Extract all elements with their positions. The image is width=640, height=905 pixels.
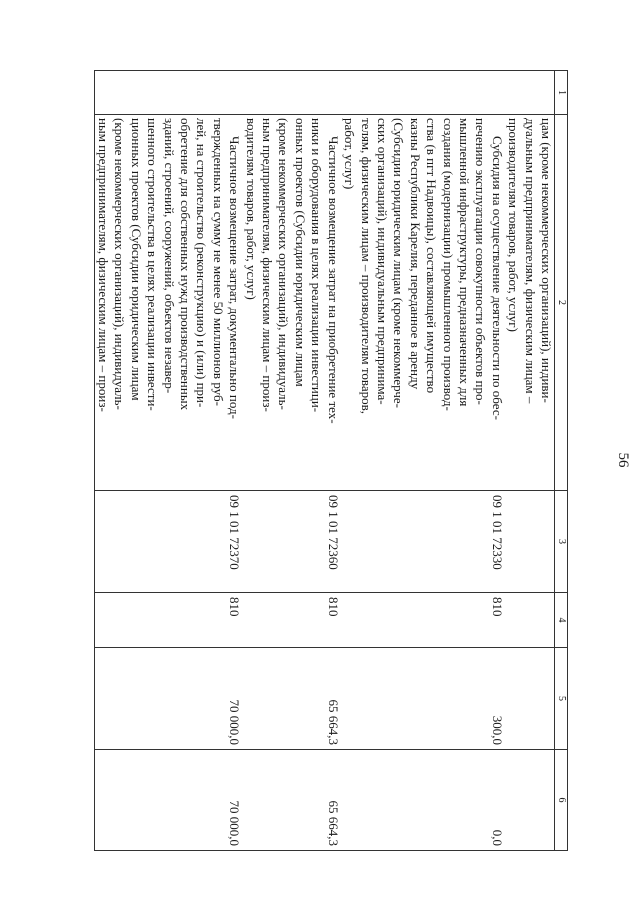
column-header: 1 [555,71,568,115]
row-code-value: 09 1 01 72360 [325,495,341,570]
row-description [242,118,340,487]
description-line: водителям товаров, работ, услуг) [243,118,259,300]
description-line: печению эксплуатации совокупности объектов про- [473,118,489,405]
description-line: создания (модернизации) промышленного производ- [440,118,456,411]
description-line: мышленной инфраструктуры, предназначенных для [456,118,472,407]
row-description [95,118,243,487]
description-line: онных проектов (Субсидии юридическим лицам [292,118,308,387]
description-line: казны Республики Карелия, переданное в аренду [407,118,423,390]
amount5-cell [94,648,554,750]
amount6-column [119,750,554,850]
page-number: 56 [615,452,631,468]
description-line: дуальным предпринимателям, физическим лицам – [522,118,538,404]
row-amount-5-value: 300,0 [489,715,505,745]
amount5-column [119,648,554,749]
row-amount-6-value: 70 000,0 [227,800,243,846]
description-line: лей, на строительство (реконструкцию) и (или) при- [194,118,210,408]
description-line: ным предпринимателям, физическим лицам – произ- [260,118,276,412]
description-line: работ, услуг) [342,118,358,190]
budget-table [94,70,568,851]
description-cell [94,115,554,491]
row-code-value: 09 1 01 72370 [227,495,243,570]
table-body-row [94,71,554,851]
amount6-cell [94,750,554,851]
code-column [119,491,554,592]
index-cell [94,71,554,115]
description-line: производителям товаров, работ, услуг) [506,118,522,332]
row-type-value: 810 [489,597,505,617]
row-description [505,118,554,487]
column-number-row [555,71,568,851]
description-line: ционных проектов (Субсидии юридическим лицам [128,118,144,401]
description-line: (Субсидии юридическим лицам (кроме некоммерче- [391,118,407,408]
description-line: Частичное возмещение затрат, документально под- [227,136,243,419]
description-line: ным предпринимателям, физическим лицам – произ- [96,118,112,412]
column-header: 2 [555,115,568,491]
description-line: Частичное возмещение затрат на приобретение тех- [325,136,341,424]
description-line: (кроме некоммерческих организаций), индивидуаль- [276,118,292,410]
row-amount-5-value: 70 000,0 [227,699,243,745]
code-cell [94,491,554,593]
row-amount-5-value: 65 664,3 [325,699,341,745]
description-line: Субсидия на осуществление деятельности по обес- [489,136,505,420]
row-amount-6-value: 0,0 [489,829,505,846]
description-line: обретение для собственных нужд производственных [178,118,194,411]
description-line: твержденных на сумму не менее 50 миллионов руб- [210,118,226,406]
column-header: 6 [555,750,568,851]
row-type-value: 810 [227,597,243,617]
description-line: (кроме некоммерческих организаций), индивидуаль- [112,118,128,410]
description-line: ских организаций), индивидуальным предпринима- [374,118,390,405]
description-line: шенного строительства в целях реализации инвести- [145,118,161,411]
description-line: ства (в пгт Надвоицы), составляющей имущество [424,118,440,394]
row-type-value: 810 [325,597,341,617]
row-description [341,118,505,487]
column-header: 4 [555,593,568,648]
description-line: ники и оборудования в целях реализации инвестици- [309,118,325,413]
row-code-value: 09 1 01 72330 [489,495,505,570]
description-column [95,118,554,487]
row-amount-6-value: 65 664,3 [325,800,341,846]
type-cell [94,593,554,648]
type-column [119,593,554,647]
description-line: цам (кроме некоммерческих организаций), индиви- [539,118,554,403]
description-line: телям, физическим лицам – производителям товаров, [358,118,374,414]
description-line: зданий, строений, сооружений, объектов незавер- [161,118,177,394]
column-header: 5 [555,648,568,750]
column-header: 3 [555,491,568,593]
rotated-sheet [96,70,631,850]
